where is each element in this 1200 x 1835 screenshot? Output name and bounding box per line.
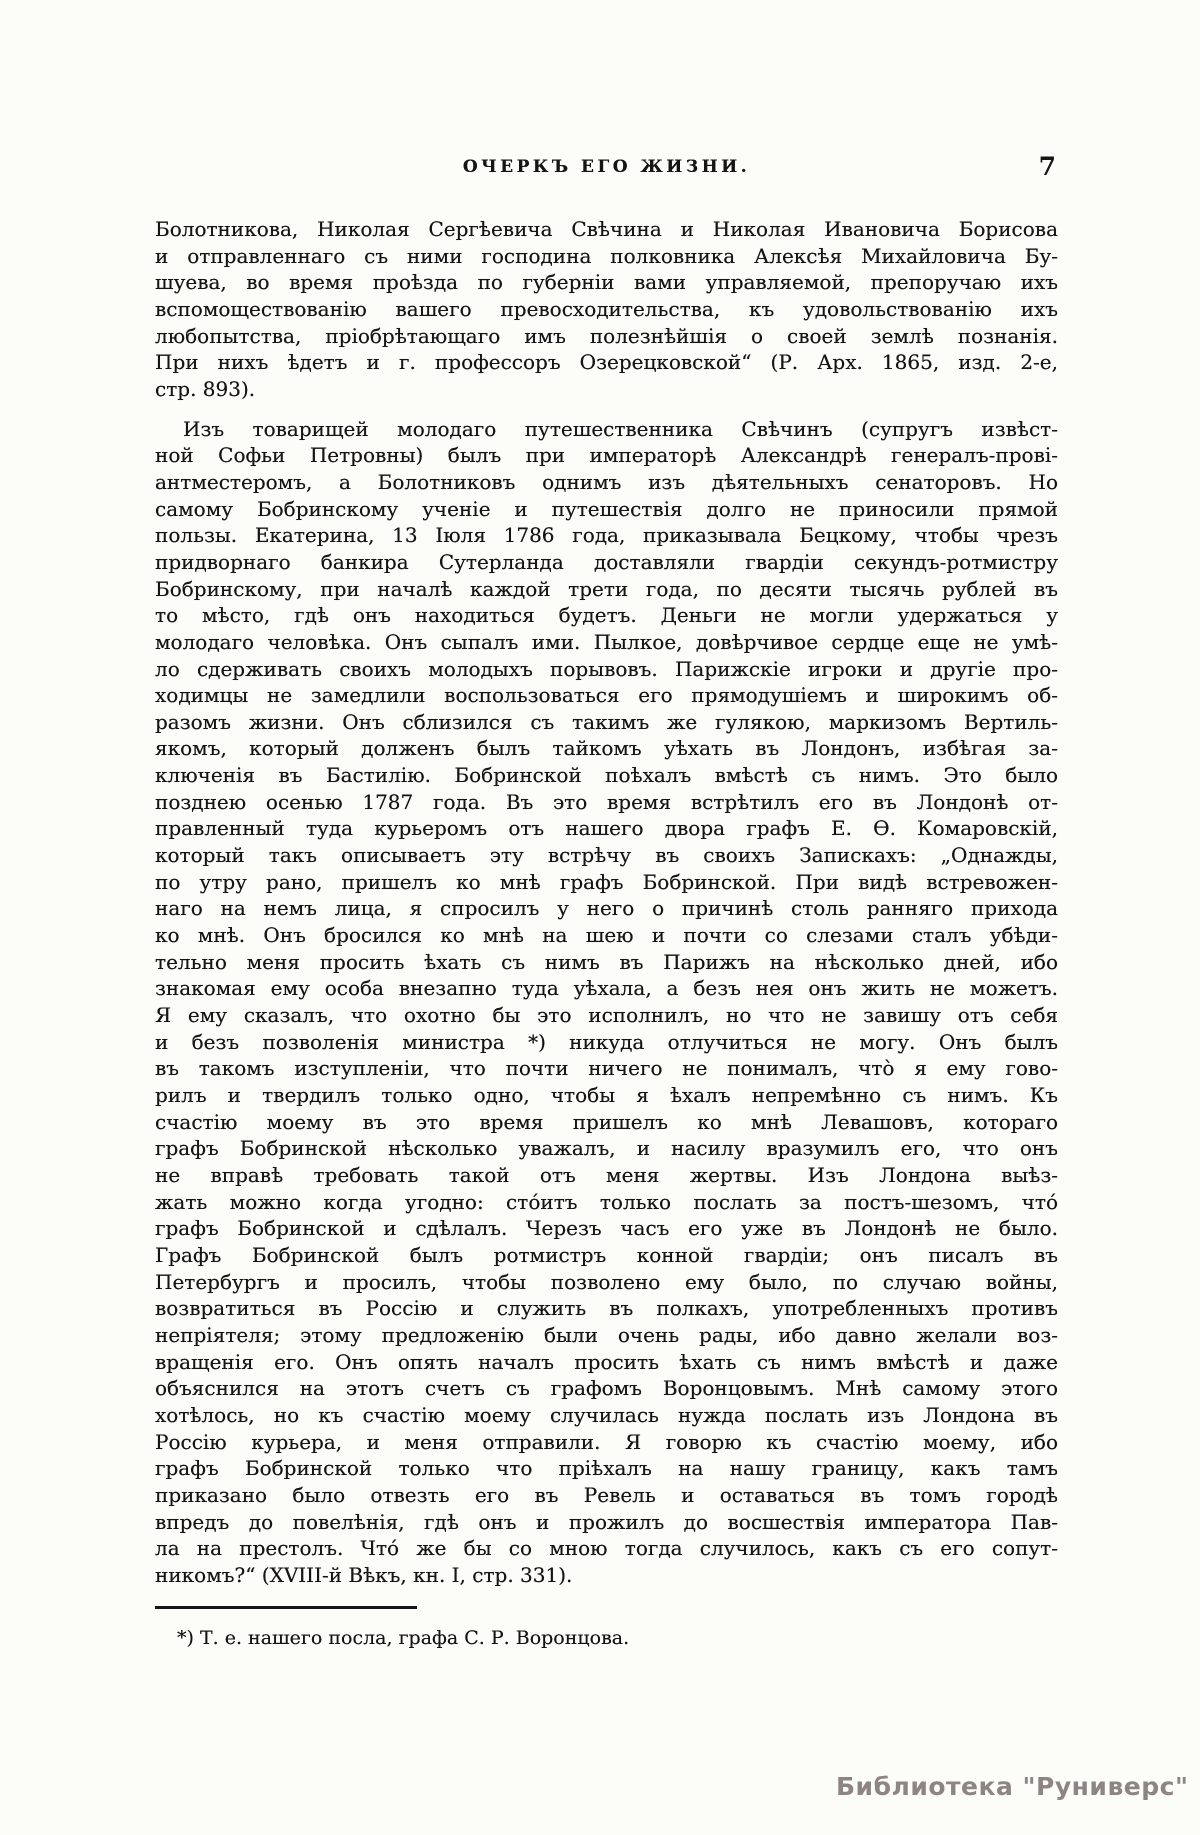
text-line: любопытства, пріобрѣтающаго имъ полезнѣйшія о своей землѣ познанія. [155, 323, 1058, 348]
text-line: Бобринскому, при началѣ каждой трети года, по десяти тысячь рублей въ [155, 576, 1058, 601]
text-line: шуева, во время проѣзда по губерніи вами управляемой, препоручаю ихъ [155, 270, 1058, 295]
text-line: рилъ и твердилъ только одно, чтобы я ѣхалъ непремѣнно съ нимъ. Къ [155, 1083, 1058, 1107]
text-line: непріятеля; этому предложенію были очень рады, ибо давно желали воз- [155, 1322, 1058, 1347]
text-line: графъ Бобринской только что пріѣхалъ на нашу границу, какъ тамъ [155, 1456, 1058, 1481]
text-line: вспомоществованію вашего превосходительства, къ удовольствованію ихъ [155, 296, 1058, 321]
text-line: правленный туда курьеромъ отъ нашего двора графъ Е. Ѳ. Комаровскій, [155, 816, 1058, 841]
text-line: тельно меня просить ѣхать съ нимъ въ Парижъ на нѣсколько дней, ибо [155, 949, 1058, 974]
text-line: въ такомъ изступленіи, что почти ничего не понималъ, что̀ я ему гово- [155, 1056, 1058, 1081]
text-line: никомъ?“ (XVIII-й Вѣкъ, кн. I, стр. 331). [155, 1562, 573, 1587]
text-line: придворнаго банкира Сутерланда доставляли гвардіи секундъ-ротмистру [155, 549, 1058, 574]
text-line: Россію курьера, и меня отправили. Я говорю къ счастію моему, ибо [155, 1429, 1058, 1454]
footnote [155, 1626, 1058, 1651]
library-watermark: Библиотека "Руниверс" [836, 1772, 1189, 1801]
text-line: Болотникова, Николая Сергѣевича Свѣчина и Николая Ивановича Борисова [155, 217, 1058, 241]
text-line: и отправленнаго съ ними господина полковника Алексѣя Михайловича Бу- [155, 243, 1058, 268]
text-line: объяснился на этотъ счетъ съ графомъ Воронцовымъ. Мнѣ самому этого [155, 1376, 1058, 1401]
text-line: то мѣсто, гдѣ онъ находиться будетъ. Деньги не могли удержаться у [155, 603, 1058, 628]
text-line: самому Бобринскому ученіе и путешествія долго не приносили прямой [155, 496, 1058, 521]
text-line: ной Софьи Петровны) былъ при императорѣ Александрѣ генералъ-прові- [155, 443, 1058, 468]
paragraph [155, 216, 1058, 403]
text-line: ходимцы не замедлили воспользоваться его прямодушіемъ и широкимъ об- [155, 683, 1058, 708]
text-line: который такъ описываетъ эту встрѣчу въ своихъ Запискахъ: „Однажды, [155, 843, 1058, 868]
text-line: графъ Бобринской и сдѣлалъ. Черезъ часъ его уже въ Лондонѣ не было. [155, 1216, 1058, 1241]
text-block [155, 216, 1058, 1588]
text-line: Изъ товарищей молодаго путешественника Свѣчинъ (супругъ извѣст- [183, 416, 1058, 441]
text-line: Я ему сказалъ, что охотно бы это исполнилъ, но что не завишу отъ себя [155, 1003, 1058, 1028]
text-line: При нихъ ѣдетъ и г. профессоръ Озерецковской“ (Р. Арх. 1865, изд. 2-е, [155, 350, 1058, 375]
footnote-rule [155, 1606, 417, 1609]
text-line: приказано было отвезть его въ Ревель и оставаться въ томъ городѣ [155, 1482, 1058, 1507]
text-line: пользы. Екатерина, 13 Іюля 1786 года, приказывала Бецкому, чтобы чрезъ [155, 523, 1058, 548]
text-line: вращенія его. Онъ опять началъ просить ѣхать съ нимъ вмѣстѣ и даже [155, 1349, 1058, 1374]
text-line: Графъ Бобринской былъ ротмистръ конной гвардіи; онъ писалъ въ [155, 1242, 1058, 1267]
text-line: позднею осенью 1787 года. Въ это время встрѣтилъ его въ Лондонѣ от- [155, 789, 1058, 814]
running-head [155, 152, 1058, 187]
text-line: стр. 893). [155, 376, 256, 401]
text-line: разомъ жизни. Онъ сблизился съ такимъ же гулякою, маркизомъ Вертиль- [155, 709, 1058, 734]
text-line: знакомая ему особа внезапно туда уѣхала, а безъ нея онъ жить не можетъ. [155, 976, 1058, 1001]
text-line: ла на престолъ. Что́ же бы со мною тогда случилось, какъ съ его сопут- [155, 1536, 1058, 1561]
text-line: по утру рано, пришелъ ко мнѣ графъ Бобринской. При видѣ встревожен- [155, 869, 1058, 894]
paragraph [155, 416, 1058, 1589]
text-line: и безъ позволенія министра *) никуда отлучиться не могу. Онъ былъ [155, 1029, 1058, 1054]
text-line: якомъ, который долженъ былъ тайкомъ уѣхать въ Лондонъ, избѣгая за- [155, 736, 1058, 761]
footnote-text: *) Т. е. нашего посла, графа С. Р. Воронцова. [177, 1627, 630, 1649]
text-line: ло сдерживать своихъ молодыхъ порывовъ. Парижскіе игроки и другіе про- [155, 656, 1058, 681]
text-line: жать можно когда угодно: сто́итъ только послать за постъ-шезомъ, что́ [155, 1189, 1058, 1214]
text-line: Петербургъ и просилъ, чтобы позволено ему было, по случаю войны, [155, 1269, 1058, 1294]
text-line: хотѣлось, но къ счастію моему случилась нужда послать изъ Лондона въ [155, 1402, 1058, 1427]
text-line: ключенія въ Бастилію. Бобринской поѣхалъ вмѣстѣ съ нимъ. Это было [155, 763, 1058, 788]
text-line: не вправѣ требовать такой отъ меня жертвы. Изъ Лондона выѣз- [155, 1162, 1058, 1187]
text-line: впредъ до повелѣнія, гдѣ онъ и прожилъ до восшествія императора Пав- [155, 1509, 1058, 1534]
text-line: возвратиться въ Россію и служить въ полкахъ, употребленныхъ противъ [155, 1296, 1058, 1321]
page-number: 7 [1038, 152, 1056, 181]
text-line: ко мнѣ. Онъ бросился ко мнѣ на шею и почти со слезами сталъ убѣди- [155, 923, 1058, 948]
text-line: наго на немъ лица, я спросилъ у него о причинѣ столь ранняго прихода [155, 896, 1058, 921]
text-line: счастію моему въ это время пришелъ ко мнѣ Левашовъ, котораго [155, 1109, 1058, 1134]
text-line: антместеромъ, а Болотниковъ однимъ изъ дѣятельныхъ сенаторовъ. Но [155, 469, 1058, 494]
text-line: графъ Бобринской нѣсколько уважалъ, и насилу вразумилъ его, что онъ [155, 1136, 1058, 1161]
text-line: молодаго человѣка. Онъ сыпалъ ими. Пылкое, довѣрчивое сердце еще не умѣ- [155, 629, 1058, 654]
page-title: ОЧЕРКЪ ЕГО ЖИЗНИ. [462, 157, 751, 177]
